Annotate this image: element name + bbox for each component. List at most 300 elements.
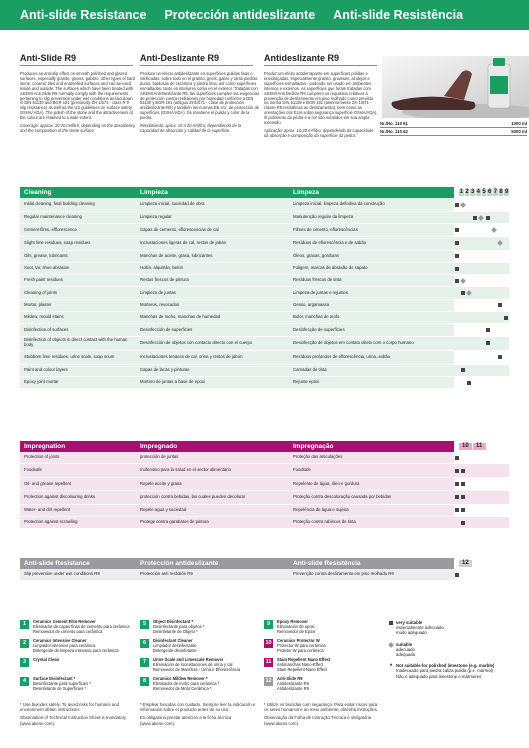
legend-name-en: Ceramics Cement Film Remover	[33, 619, 96, 624]
row-label-pt: Repelente de água, óleo e gordura	[289, 478, 454, 489]
symbol-line: adequado	[396, 651, 416, 657]
suitability-cells	[454, 569, 509, 580]
legend-name-pt: Removedor de cimento para cerâmica	[33, 628, 103, 634]
row-label-en: Epoxy joint mortar	[20, 377, 136, 388]
table-row	[20, 517, 509, 529]
symbol-legend-item	[386, 663, 509, 678]
table-row	[20, 569, 509, 581]
row-label-pt: Limpeza de juntas e rejuntes	[293, 289, 348, 295]
footer-note: Observation of Technical Instruction Sheet is mandatory (www.akemi.com).	[20, 715, 127, 726]
section-header	[20, 441, 509, 452]
suitability-cell	[460, 482, 466, 486]
legend-item	[140, 658, 258, 673]
row-label-pt: Desinfecção de objetos em contato direto com o corpo humano	[293, 339, 414, 345]
legend-item	[264, 620, 382, 635]
suitability-cell	[454, 267, 460, 271]
symbol-line: Not suitable for polished limestone (e.g. marble)	[396, 663, 495, 669]
description-text: Produce un efecto antideslizante en superficies pulidas lisas o vitrificadas, sobre todo en el granito, gneis, gabro y otras piedras duras, baldosas de cerámica y piedra lima, así como superficies esmaltadas, tanto en interiores como en el exterior. Tratadas con AKEMI Anti-Deslizante R9, las superficies cumplen las exigencias de protección contra resbalones por humedad conforme a DIN 51130 y BGR 181 (antiguo ZH1/571 - clase de protección antideslizante R9) y también las normas EE.UU. de protección de superficies (OSHA/ADA). Se mantiene el pulido y color de la piedra.	[140, 71, 260, 121]
column-number: 1	[459, 188, 463, 195]
suitability-cell	[491, 228, 497, 232]
legend-number: 2	[20, 639, 29, 648]
legend-name-en: Ceramics Mildew Remover *	[153, 676, 208, 681]
suitability-cells	[454, 198, 509, 211]
row-label-pt: Resíduos frescos de tinta	[289, 275, 454, 286]
row-label-en: Paint and colour layers	[24, 366, 68, 372]
row-label-en: Oil- and grease repellent	[20, 478, 136, 489]
very-suitable-square-icon	[461, 482, 465, 486]
legend-name-pt: Removedor de Mofo Cerâmica *	[153, 685, 212, 691]
very-suitable-square-icon	[461, 521, 465, 525]
number-header	[454, 187, 509, 198]
table-row	[20, 312, 509, 324]
symbol-icon-box	[386, 642, 396, 657]
row-label-es: Mortero de juntas a base de epoxi	[136, 377, 289, 388]
suitability-cell	[454, 573, 460, 577]
suitability-cell	[460, 469, 466, 473]
table-row	[20, 212, 509, 224]
row-label-es: Desinfección de superficies	[136, 324, 289, 335]
coverage-text: Aplicação: aprox. 10-20 m²/litro; dependendo da capacidade da absorção e composição da superfície da pedra.	[264, 127, 374, 138]
very-suitable-square-icon	[455, 508, 459, 512]
row-label-es: Hollín, alquitrán, betún	[140, 265, 183, 271]
suitability-cells	[454, 275, 509, 286]
row-label-en: Slip prevention under wet conditions R9	[20, 569, 136, 580]
suitability-cell	[460, 368, 466, 372]
row-label-es: Protege contra garabatos de pintura	[140, 519, 209, 525]
product-title-es: Anti-Deslizante R9	[140, 53, 220, 63]
footer-es	[140, 702, 260, 729]
suitability-cell	[485, 328, 491, 332]
suitable-diamond-icon	[497, 240, 503, 246]
suitable-diamond-icon	[491, 227, 497, 233]
suitability-cell	[466, 381, 472, 385]
legend-number: 4	[20, 677, 29, 686]
table-row	[20, 237, 509, 251]
suitability-cell	[460, 521, 466, 525]
row-label-en: Stubborn lime residues, urine scale, soap scum	[20, 351, 136, 364]
symbol-text	[396, 620, 444, 635]
number-header	[454, 558, 509, 569]
legend-text	[153, 677, 219, 692]
legend-number: 11	[265, 659, 272, 666]
legend-number: 10	[265, 640, 272, 647]
title-divider	[140, 65, 253, 66]
row-label-pt: Repelência de água e sujeira	[289, 505, 454, 516]
very-suitable-square-icon	[455, 254, 459, 258]
shoe-bottle-illustration	[382, 56, 529, 118]
legend-item	[20, 677, 138, 692]
footer-note: Observação da Folha de Instrução Técnica é obrigatória (www.akemi.com).	[264, 715, 372, 726]
column-number: 11	[472, 443, 486, 450]
cleaning-table	[20, 187, 509, 389]
very-suitable-square-icon	[504, 316, 508, 320]
legend-name-pt: Detergente de limpeza intensiva para cerâmica	[33, 647, 119, 653]
row-label-es: Protección anti resbalón R9	[136, 569, 289, 580]
suitability-cell	[485, 216, 491, 220]
row-label-pt: Foodsafe	[293, 467, 311, 473]
row-label-es: Restos frescos de pintura	[136, 275, 289, 286]
suitable-diamond-icon	[460, 202, 466, 208]
suitability-cells	[454, 263, 509, 274]
very-suitable-square-icon	[461, 508, 465, 512]
footer-pt	[264, 702, 378, 729]
row-label-en: Protection against discolouring drinks	[24, 493, 96, 499]
legend-number: 6	[140, 639, 149, 648]
impregnation-table	[20, 441, 509, 529]
row-label-es: Limpieza regular	[140, 214, 172, 220]
suitability-cell	[454, 241, 460, 245]
legend-name-en: Ceramics Protector W	[277, 638, 320, 643]
row-label-en: Disinfection of surfaces	[20, 324, 136, 335]
legend-text	[277, 677, 309, 692]
suitability-cell	[454, 456, 460, 460]
row-label-es: Repele agua y suciedad	[136, 505, 289, 516]
product-description-pt	[264, 72, 378, 142]
row-label-es: Manchas de aceite, grasa, lubricantes	[136, 251, 289, 262]
row-label-en: Mortar, plaster	[20, 300, 136, 311]
row-label-es: Incrustaciones ligeras de cal, restos de jabón	[140, 239, 226, 245]
suitability-cell	[503, 316, 509, 320]
footer-en	[20, 702, 136, 729]
legend-name-es: Desinfectante para superficies *	[33, 680, 91, 686]
column-number: 5	[482, 188, 486, 195]
legend-name-en: Stain Repellent Nano Effect	[277, 657, 331, 662]
row-label-en: Cleaning of joints	[24, 289, 57, 295]
legend-text	[153, 658, 240, 673]
suitability-cells	[454, 377, 509, 388]
legend-text	[33, 658, 59, 663]
legend-name-pt: Stain Repellent Nano Effect	[277, 666, 328, 672]
product-photo	[382, 56, 529, 118]
section-header-cell: Impregnado	[136, 441, 289, 452]
footer-note: * Emplear biocidas con cuidado. Siempre leer la indicación e información sobre el producto antes de su uso.	[140, 702, 256, 713]
legend-name-es: Eliminación de incrustaciones de orina y cal	[153, 661, 233, 667]
legend-number: 12	[265, 678, 272, 685]
row-label-es: Limpieza inicial, suciedad de obra	[136, 198, 289, 211]
symbol-line: very suitable	[396, 620, 423, 625]
suitability-cells	[454, 464, 509, 477]
row-label-en: Disinfection of objects in direct contact with the human body	[24, 337, 128, 348]
column-number: 6	[488, 188, 492, 195]
product-description-en	[20, 72, 136, 137]
suitable-diamond-icon	[479, 215, 485, 221]
row-label-en: Oils, grease, lubricants	[20, 251, 136, 262]
legend-name-en: Crystal Clean	[33, 657, 60, 662]
title-divider	[20, 65, 133, 66]
table-row	[20, 224, 509, 236]
very-suitable-square-icon	[455, 241, 459, 245]
row-label-pt: Rejunte epóxi	[289, 377, 454, 388]
column-number: 2	[465, 188, 469, 195]
page-header-bar	[0, 0, 529, 30]
column-number: 8	[499, 188, 503, 195]
legend-text	[153, 639, 197, 654]
symbol-legend-item	[386, 642, 509, 657]
suitability-cell	[460, 508, 466, 512]
legend-item	[140, 677, 258, 692]
legend-number: 1	[20, 620, 29, 629]
legend-item	[140, 620, 258, 635]
table-row	[20, 505, 509, 517]
symbol-text	[396, 642, 415, 657]
row-label-pt: Fuligem, marcas de abrasão do sapato	[293, 265, 368, 271]
row-label-pt: Bolor, manchas de mofo	[293, 314, 340, 320]
suitability-cells	[454, 351, 509, 364]
product-description-es	[140, 72, 260, 137]
header-title-es: Protección antideslizante	[164, 7, 316, 22]
suitability-cells	[454, 491, 509, 504]
very-suitable-square-icon	[461, 469, 465, 473]
legend-item	[264, 677, 382, 692]
row-label-es: Capas de cemento, eflorescencias de cal	[136, 224, 289, 235]
symbol-icon-box	[386, 620, 396, 635]
legend-name-es: Eliminación de epoxi	[277, 623, 315, 629]
legend-name-en: Epoxy Remover	[277, 619, 308, 624]
legend-text	[33, 677, 91, 692]
row-label-en: Soot, tar, shoe abrasion	[24, 265, 70, 271]
section-header-cell: Impregnation	[20, 441, 136, 452]
row-label-es: Manchas de moho, manchas de humedad	[140, 314, 221, 320]
row-label-pt: Proteção contra descoloração causada por bebidas	[293, 493, 392, 499]
coverage-text: Coverage: approx. 10-20 m²/litre; depending on the absorbency and the composition of the stone surface.	[20, 123, 136, 133]
suitability-cell	[454, 254, 460, 258]
section-header-cell: Anti-slide Resistance	[20, 558, 136, 569]
legend-number: 3	[20, 658, 29, 667]
legend-text	[277, 639, 326, 654]
section-header-cell: Limpieza	[136, 187, 289, 198]
suitability-cells	[454, 251, 509, 262]
suitability-cell	[497, 241, 503, 245]
very-suitable-square-icon	[455, 573, 459, 577]
very-suitable-square-icon	[455, 267, 459, 271]
row-label-en: Mildew, mould stains	[24, 314, 64, 320]
legend-name-es: Limpiador desinfectante	[153, 642, 197, 648]
symbol-line: Inadecuado para piedra caliza pulida (p.e. mármol)	[396, 668, 493, 674]
suitability-cell	[497, 303, 503, 307]
legend-name-en: Disinfectant Cleaner	[153, 638, 193, 643]
table-row	[20, 324, 509, 336]
section-header	[20, 558, 509, 569]
suitability-cell	[485, 341, 491, 345]
legend-item	[264, 658, 382, 673]
suitability-cells	[454, 517, 509, 528]
very-suitable-square-icon	[455, 495, 459, 499]
suitability-cells	[454, 224, 509, 235]
suitability-cells	[454, 505, 509, 516]
table-row	[20, 478, 509, 490]
legend-name-en: Object Disinfectant *	[153, 619, 194, 624]
legend-name-pt: Desinfetante de Objeto *	[153, 628, 198, 634]
suitability-cell	[454, 228, 460, 232]
suitability-cell	[497, 355, 503, 359]
suitability-cells	[454, 300, 509, 311]
legend-item	[20, 658, 138, 667]
article-quantity: 1000 ml	[511, 121, 527, 126]
legend-name-pt: Removedor de Epóxi	[277, 628, 316, 634]
very-suitable-square-icon	[486, 216, 490, 220]
row-label-en: Initial cleaning, final building cleaning	[20, 198, 136, 211]
product-title-en: Anti-Slide R9	[20, 53, 77, 63]
very-suitable-square-icon	[455, 456, 459, 460]
footer-note: * Use biocides safely. To avoid risks for humans and environment obtain instructions.	[20, 702, 119, 713]
symbol-line: suitable	[396, 641, 413, 647]
article-number: Nr./No. 110 62	[380, 129, 408, 135]
table-row	[20, 337, 509, 351]
section-header-cell: Protección antideslizante	[136, 558, 289, 569]
table-row	[20, 365, 509, 377]
very-suitable-square-icon	[455, 482, 459, 486]
article-row	[380, 128, 527, 136]
header-title-pt: Anti-slide Resistência	[333, 7, 464, 22]
legend-name-es: Antideslizante R9	[277, 680, 309, 686]
symbol-legend-item	[386, 620, 509, 635]
suitability-cells	[454, 452, 509, 463]
very-suitable-square-icon	[486, 328, 490, 332]
header-title-en: Anti-slide Resistance	[20, 7, 147, 22]
table-row	[20, 452, 509, 464]
symbol-text	[396, 663, 494, 678]
legend-item	[140, 639, 258, 654]
suitable-diamond-icon	[460, 278, 466, 284]
very-suitable-square-icon	[461, 368, 465, 372]
very-suitable-square-icon	[467, 381, 471, 385]
table-row	[20, 351, 509, 365]
footer-note: * Utilize os biocidas com segurança. Para evitar riscos para os seres humanos e ao meio ambiente, obtenha instruções.	[264, 702, 378, 713]
very-suitable-square-icon	[389, 621, 393, 625]
very-suitable-square-icon	[455, 203, 459, 207]
article-quantity: 5000 ml	[511, 129, 527, 135]
table-row	[20, 377, 509, 389]
legend-name-pt: Removedor de Manchas - Urina e Eflorescência	[153, 666, 241, 672]
legend-name-es: Protector W para cerámica	[277, 642, 326, 648]
column-number: 12	[458, 560, 472, 567]
coverage-text: Rendimiento: aprox. 10 a 20 m²/litro; dependiendo de la capacidad de absorción y calidad de la superficie.	[140, 123, 242, 133]
legend-name-es: Eliminador de moho para cerámica *	[153, 680, 220, 686]
legend-name-en: Ceramics Intensive Cleaner	[33, 638, 87, 643]
row-label-pt: Limpeza inicial, limpeza definitiva da construção	[289, 198, 454, 211]
row-label-pt: Desinfecção de superfícies	[289, 324, 454, 335]
row-label-en: Slight lime residues, soap residues	[24, 239, 91, 245]
column-number: 10	[458, 443, 472, 450]
legend-name-es: Eliminador de capas finas de cemento para cerámica	[33, 623, 130, 629]
legend-name-en: Surface Disinfectant *	[33, 676, 76, 681]
table-row	[20, 251, 509, 263]
table-row	[20, 263, 509, 275]
section-header	[20, 187, 509, 198]
legend-name-es: Limpiador intensivo para cerámica	[33, 642, 96, 648]
suitability-cells	[454, 237, 509, 250]
very-suitable-square-icon	[498, 355, 502, 359]
legend-item	[20, 620, 138, 635]
suitable-diamond-icon	[388, 642, 394, 648]
table-row	[20, 464, 509, 478]
legend-name-es: Desinfectante para objetos *	[153, 623, 205, 629]
legend-item	[20, 639, 138, 654]
title-divider	[264, 65, 377, 66]
row-label-pt: Gesso, argamassa	[289, 300, 454, 311]
suitability-cell	[460, 495, 466, 499]
column-number: 7	[493, 188, 498, 195]
legend-item	[264, 639, 382, 654]
row-label-en: Protection of joints	[20, 452, 136, 463]
row-label-pt: Camadas de tinta	[293, 366, 327, 372]
description-text: Produz um efeito antiderrapante em superfícies polidas e envidraçadas, especialmente granito, gnaisses, azulejos e superfícies esmaltadas - podendo ser usado em ambientes internos e externos. As superfícies que foram tratadas com AKEMI Anti Deslize R9 cumprem os requisitos relativos à prevenção de deslizamento em piso molhado como previsto na norma DIN 51130 e BGR 181 (anteriormente ZH 1/571 - classe R9 resistência ao deslizamento), bem como as orientações dos EUA sobre segurança superfície OSHA/ADA). O polimento da pedra e a cor são mantidos em sua ampla extensão.	[264, 71, 378, 126]
row-label-es: Repele aceite y grasa	[136, 478, 289, 489]
row-label-es: protección contra bebidas, las cuales pueden decolorar	[140, 493, 246, 499]
row-label-en: Regular maintenance cleaning	[24, 214, 83, 220]
description-text: Produces an anti-slip effect on smooth polished and glazed surfaces, especially granite, gneiss, gabbro, other types of hard stone, ceramic tiles and enamelled surfaces and can be used inside and outside. The surfaces which have been treated with AKEMI Anti Slide R9 normally comply with the requirements pertaining to slip prevention under wet conditions as laid down in DIN 51130 and BGR 181 (previously ZH 1/571 - class R 9 slip resistance) as well as the US guidelines on surface safety OSHA/ ADA). The polish of the stone and the attractiveness of the colour are retained to a wide extent.	[20, 71, 135, 121]
row-label-pt: Proteção contra rabiscos de tinta	[293, 519, 356, 525]
column-number: 3	[471, 188, 475, 195]
number-header	[454, 441, 509, 452]
row-label-es: Capas de lacas y pinturas	[140, 366, 190, 372]
article-numbers	[380, 120, 527, 136]
row-label-es: Desinfección de objetos con contacto directo con el cuerpo	[140, 339, 253, 345]
row-label-pt: Proteção das articulações	[289, 452, 454, 463]
section-header-cell: Cleaning	[20, 187, 136, 198]
symbol-line: Não é adequado para limestone e mármores	[396, 673, 482, 679]
suitability-cells	[454, 337, 509, 350]
row-label-en: Water- and dirt repellent	[20, 505, 136, 516]
product-title-pt: Antideslizante R9	[264, 53, 340, 63]
suitability-cells	[454, 324, 509, 335]
suitability-cell	[460, 279, 466, 283]
legend-text	[153, 620, 204, 635]
legend-name-pt: Protetor W para cerâmica	[277, 647, 324, 653]
very-suitable-square-icon	[461, 291, 465, 295]
legend-name-pt: Desinfetante de Superfícies *	[33, 685, 87, 691]
legend-text	[277, 658, 330, 673]
suitability-cells	[454, 365, 509, 376]
very-suitable-square-icon	[498, 303, 502, 307]
row-label-pt: Manutenção regular da limpeza	[293, 214, 354, 220]
legend-number: 9	[264, 620, 273, 629]
article-number: Nr./No. 110 61	[380, 121, 408, 126]
not-suitable-star-icon: *	[389, 664, 393, 671]
very-suitable-square-icon	[455, 469, 459, 473]
row-label-es: protección de juntas	[136, 452, 289, 463]
symbol-line: especialmente adecuado	[396, 625, 444, 631]
table-row	[20, 491, 509, 505]
legend-name-en: Anti-Slide R9	[277, 676, 303, 681]
column-number: 4	[476, 188, 481, 195]
article-row	[380, 120, 527, 128]
row-label-es: Limpieza de juntas	[140, 289, 176, 295]
table-row	[20, 198, 509, 212]
row-label-pt: Resíduos profundos de eflorescência, urina, sabão	[289, 351, 454, 364]
symbol-icon-box	[386, 663, 396, 678]
section-header-cell: Impregnação	[289, 441, 454, 452]
legend-name-pt: Antideslizante R9	[277, 685, 309, 691]
row-label-pt: Óleos, graxas, gorduras	[289, 251, 454, 262]
legend-text	[33, 639, 119, 654]
column-number: 9	[505, 188, 509, 195]
legend-name-pt: Detergente desinfetante	[153, 647, 197, 653]
very-suitable-square-icon	[455, 279, 459, 283]
symbol-line: muito adequado	[396, 630, 427, 636]
product-legend	[20, 620, 509, 700]
row-label-es: Morteros, revocados	[136, 300, 289, 311]
legend-text	[277, 620, 315, 635]
suitability-cells	[454, 312, 509, 323]
row-label-en: Cement films, efflorescence	[20, 224, 136, 235]
very-suitable-square-icon	[455, 228, 459, 232]
section-header-cell: Limpeza	[289, 187, 454, 198]
row-label-en: Foodsafe	[24, 467, 42, 473]
row-label-es: Inofensivo para la salud en el sector alimentario	[140, 467, 232, 473]
suitability-cell	[460, 203, 466, 207]
row-label-pt: Prevenção contra deslizamento em piso molhado R9	[289, 569, 454, 580]
